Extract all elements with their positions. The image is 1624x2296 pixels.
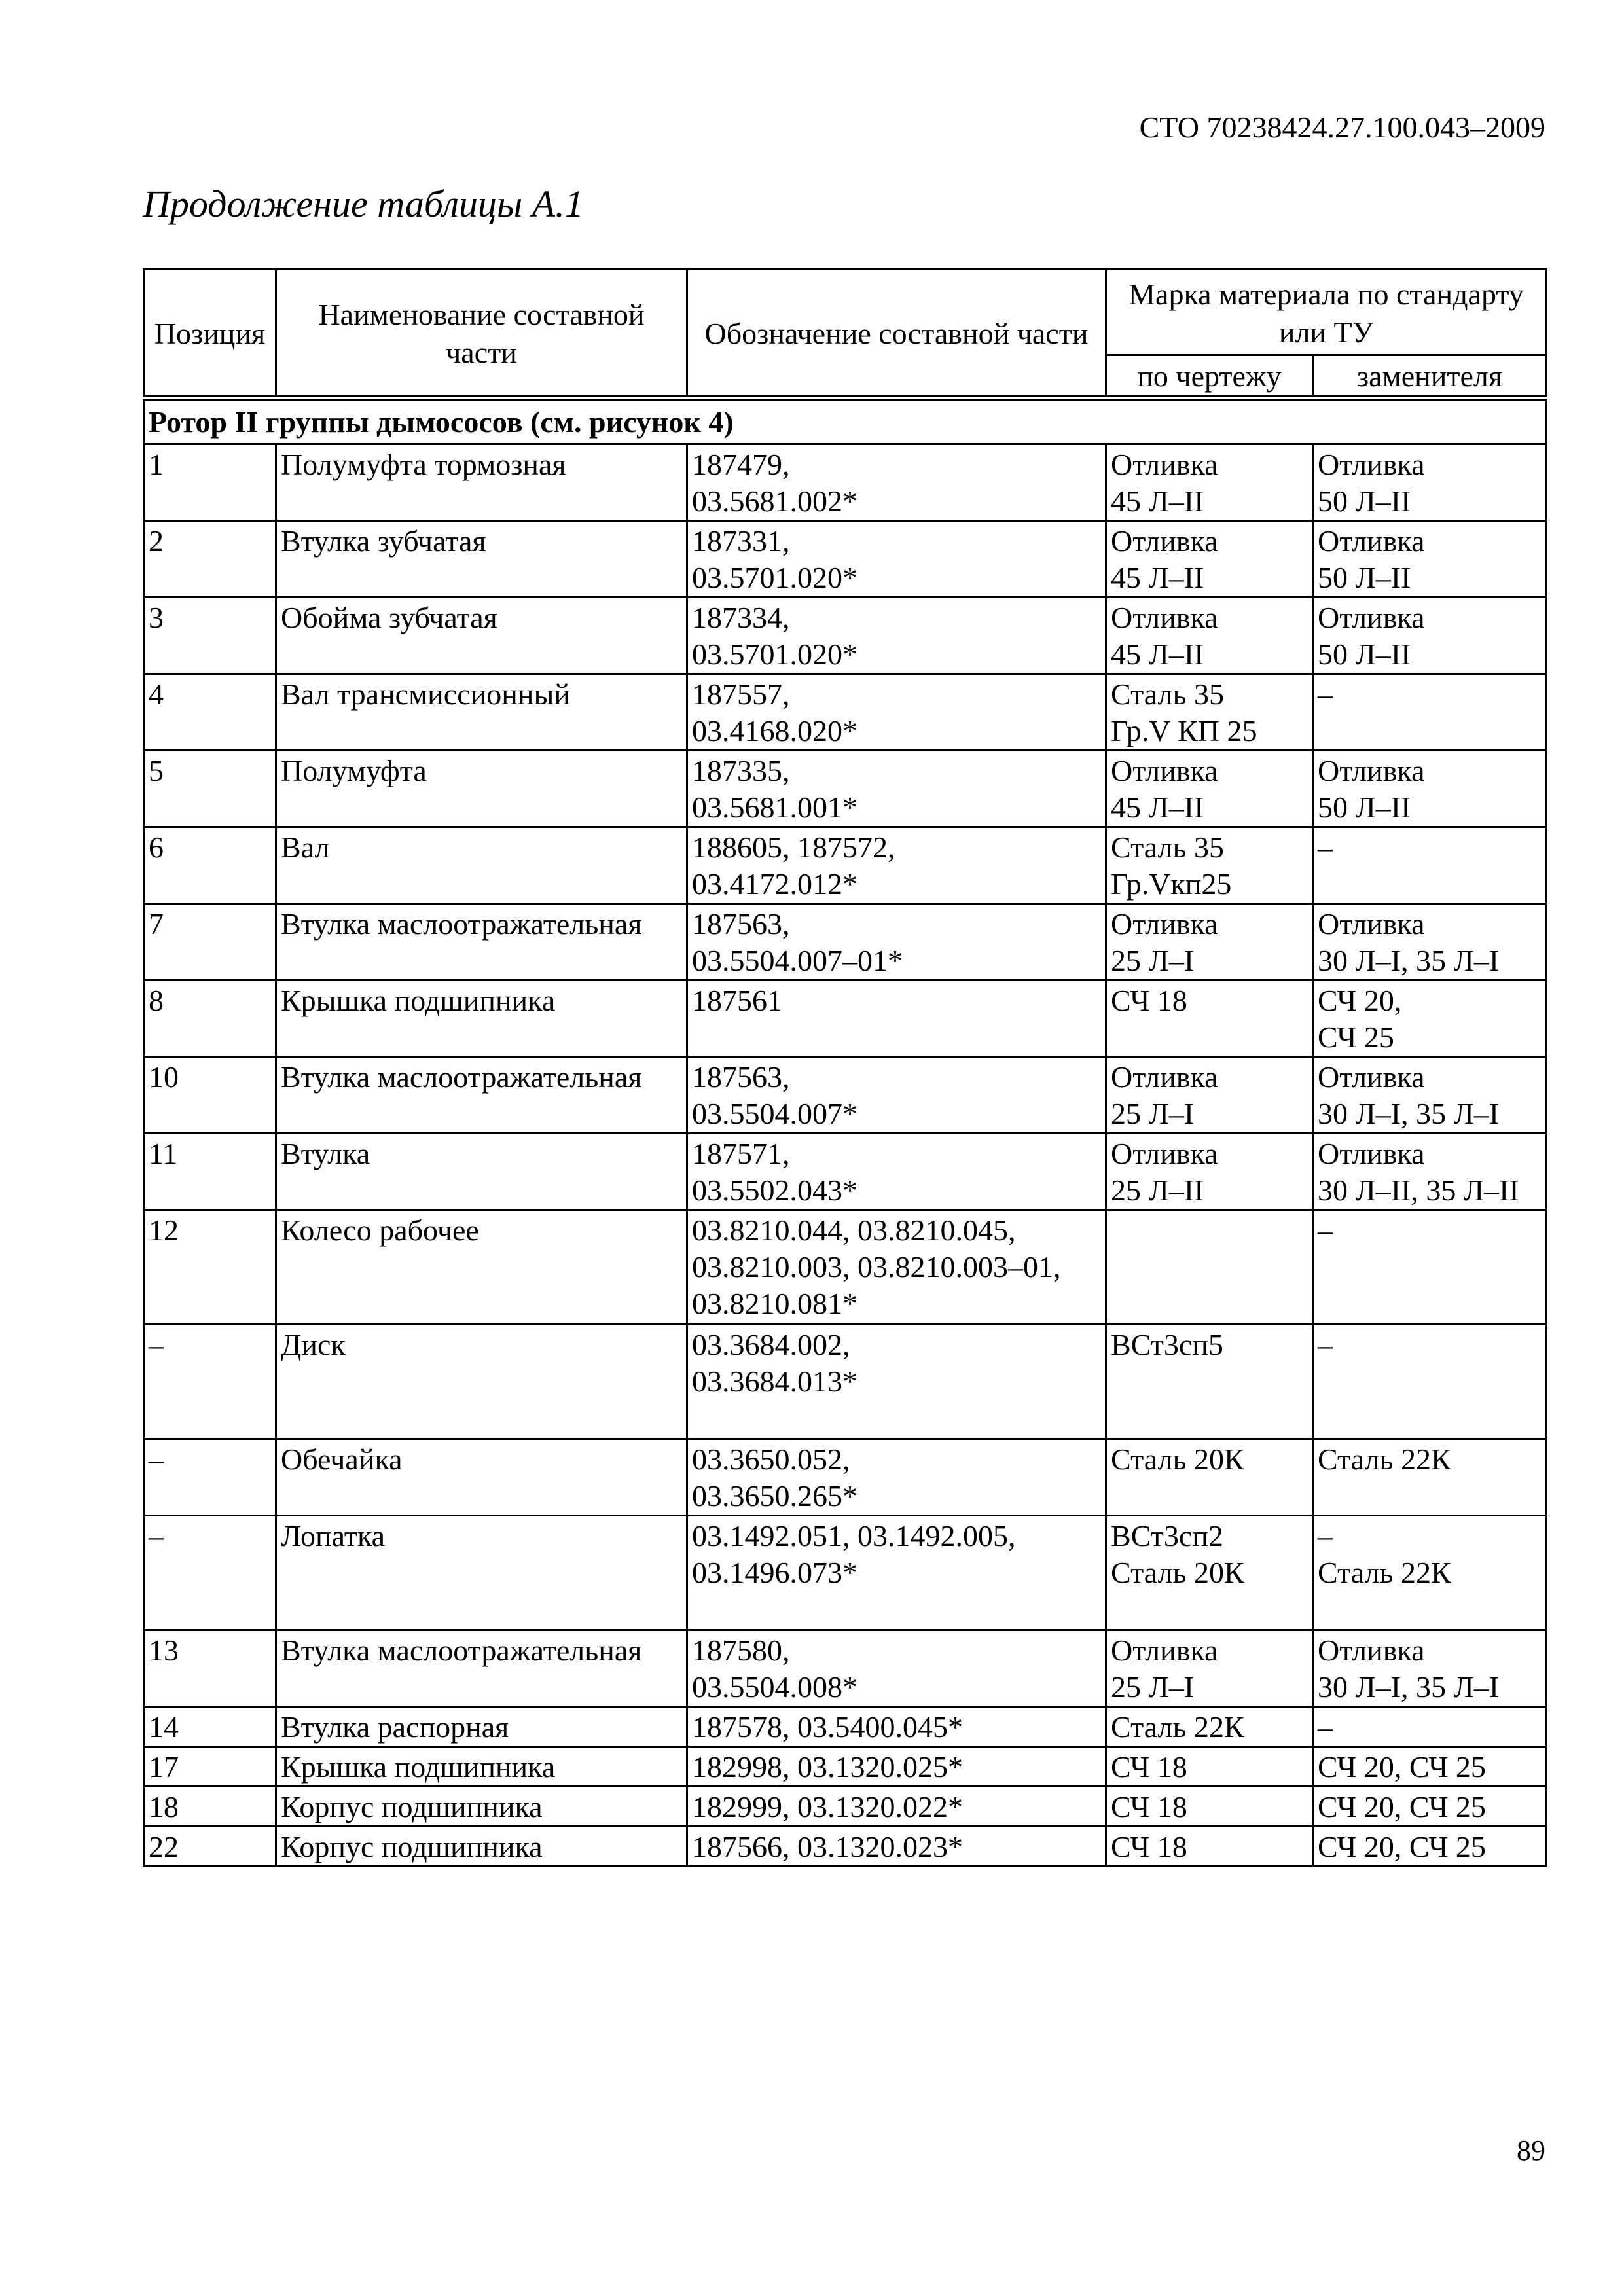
cell-material-substitute (1313, 1630, 1547, 1707)
table-row (144, 1516, 1547, 1630)
column-header-position: Позиция (144, 270, 276, 399)
cell-material-substitute-line: 50 Л–II (1318, 637, 1411, 671)
cell-material-by-drawing (1106, 1516, 1313, 1630)
cell-material-by-drawing (1106, 1747, 1313, 1787)
cell-position: – (144, 1516, 276, 1630)
cell-material-by-drawing-line: Сталь 35 (1111, 677, 1224, 711)
cell-position: 14 (144, 1707, 276, 1747)
cell-designation-line: 187335, (692, 754, 790, 787)
cell-material-by-drawing (1106, 751, 1313, 827)
cell-material-substitute-line: 50 Л–II (1318, 484, 1411, 518)
cell-name: Вал (276, 827, 687, 904)
cell-material-substitute (1313, 827, 1547, 904)
cell-material-substitute-line: 50 Л–II (1318, 561, 1411, 594)
cell-designation-line: 03.5701.020* (692, 637, 857, 671)
cell-material-by-drawing (1106, 1439, 1313, 1516)
cell-material-by-drawing-line: Отливка (1111, 1634, 1218, 1667)
cell-designation-line: 187566, 03.1320.023* (692, 1830, 963, 1863)
cell-name: Втулка маслоотражательная (276, 1630, 687, 1707)
cell-material-substitute-line: Отливка (1318, 1634, 1425, 1667)
cell-material-by-drawing-line: Отливка (1111, 601, 1218, 634)
column-header-substitute: заменителя (1313, 355, 1547, 399)
cell-material-by-drawing-line: 45 Л–II (1111, 484, 1204, 518)
cell-position: 3 (144, 598, 276, 674)
cell-designation-line: 187561 (692, 984, 782, 1017)
cell-material-substitute (1313, 674, 1547, 751)
cell-designation (687, 1787, 1106, 1827)
cell-position: 22 (144, 1827, 276, 1867)
cell-material-substitute-line: Отливка (1318, 601, 1425, 634)
cell-designation (687, 827, 1106, 904)
cell-designation-line: 03.1496.073* (692, 1556, 857, 1589)
cell-material-by-drawing-line: 25 Л–I (1111, 944, 1195, 977)
cell-designation (687, 1707, 1106, 1747)
cell-designation (687, 1325, 1106, 1439)
cell-designation (687, 1516, 1106, 1630)
cell-designation-line: 187334, (692, 601, 790, 634)
table-row (144, 444, 1547, 521)
table-row (144, 1057, 1547, 1134)
cell-material-by-drawing-line: Сталь 22К (1111, 1710, 1244, 1744)
cell-material-by-drawing-line: Отливка (1111, 1060, 1218, 1094)
cell-position: 4 (144, 674, 276, 751)
cell-material-substitute-line: – (1318, 831, 1333, 864)
cell-name: Втулка (276, 1134, 687, 1210)
cell-material-substitute-line: Отливка (1318, 524, 1425, 558)
cell-name: Обечайка (276, 1439, 687, 1516)
cell-position: 12 (144, 1210, 276, 1325)
cell-designation-line: 182998, 03.1320.025* (692, 1750, 963, 1784)
cell-material-substitute-line: 30 Л–II, 35 Л–II (1318, 1174, 1519, 1207)
cell-material-substitute-line: Отливка (1318, 1137, 1425, 1170)
cell-position: 17 (144, 1747, 276, 1787)
cell-position: 8 (144, 980, 276, 1057)
cell-material-by-drawing (1106, 980, 1313, 1057)
cell-designation (687, 674, 1106, 751)
cell-material-by-drawing-line: Отливка (1111, 1137, 1218, 1170)
cell-material-substitute-line: СЧ 20, СЧ 25 (1318, 1790, 1486, 1823)
cell-designation-line: 187331, (692, 524, 790, 558)
cell-material-substitute-line: – (1318, 1519, 1333, 1552)
cell-material-substitute (1313, 751, 1547, 827)
cell-position: 18 (144, 1787, 276, 1827)
cell-designation-line: 187580, (692, 1634, 790, 1667)
cell-material-by-drawing (1106, 1325, 1313, 1439)
cell-designation-line: 03.3650.265* (692, 1479, 857, 1513)
cell-name: Втулка распорная (276, 1707, 687, 1747)
cell-material-substitute (1313, 1787, 1547, 1827)
cell-material-substitute (1313, 598, 1547, 674)
cell-material-by-drawing-line: 45 Л–II (1111, 791, 1204, 824)
cell-material-by-drawing-line: Гр.V КП 25 (1111, 714, 1257, 747)
table-body (144, 399, 1547, 1867)
cell-name: Колесо рабочее (276, 1210, 687, 1325)
cell-designation-line: 03.5502.043* (692, 1174, 857, 1207)
parts-table (143, 268, 1547, 1867)
cell-material-by-drawing (1106, 598, 1313, 674)
cell-material-substitute (1313, 444, 1547, 521)
cell-material-by-drawing-line: 45 Л–II (1111, 561, 1204, 594)
cell-material-substitute (1313, 521, 1547, 598)
cell-material-substitute-line: СЧ 20, (1318, 984, 1402, 1017)
cell-designation (687, 751, 1106, 827)
cell-material-by-drawing-line: СЧ 18 (1111, 1750, 1187, 1784)
cell-material-by-drawing-line: Гр.Vкп25 (1111, 867, 1232, 901)
cell-name: Лопатка (276, 1516, 687, 1630)
cell-material-substitute-line: СЧ 20, СЧ 25 (1318, 1750, 1486, 1784)
cell-name: Крышка подшипника (276, 980, 687, 1057)
cell-material-by-drawing-line: Отливка (1111, 448, 1218, 481)
cell-material-by-drawing-line: ВСт3сп5 (1111, 1328, 1223, 1361)
cell-designation (687, 1134, 1106, 1210)
cell-name: Втулка маслоотражательная (276, 904, 687, 980)
cell-material-by-drawing (1106, 674, 1313, 751)
cell-designation-line: 03.5504.007* (692, 1097, 857, 1130)
cell-name: Вал трансмиссионный (276, 674, 687, 751)
cell-material-substitute-line: – (1318, 1213, 1333, 1247)
cell-material-by-drawing-line: Сталь 35 (1111, 831, 1224, 864)
document-code: СТО 70238424.27.100.043–2009 (1139, 111, 1545, 144)
cell-material-substitute (1313, 1325, 1547, 1439)
cell-material-by-drawing (1106, 904, 1313, 980)
cell-name: Диск (276, 1325, 687, 1439)
cell-material-substitute-line: 50 Л–II (1318, 791, 1411, 824)
cell-position: 13 (144, 1630, 276, 1707)
cell-material-substitute-line: 30 Л–I, 35 Л–I (1318, 1097, 1500, 1130)
cell-material-substitute-line: СЧ 20, СЧ 25 (1318, 1830, 1486, 1863)
cell-designation-line: 03.5504.007–01* (692, 944, 903, 977)
cell-material-substitute (1313, 1516, 1547, 1630)
cell-material-by-drawing-line: Сталь 20К (1111, 1443, 1244, 1476)
cell-material-substitute-line: СЧ 25 (1318, 1020, 1394, 1054)
cell-material-substitute (1313, 1134, 1547, 1210)
table-row (144, 904, 1547, 980)
table-row (144, 1630, 1547, 1707)
cell-material-by-drawing-line: СЧ 18 (1111, 1790, 1187, 1823)
cell-material-by-drawing-line: Отливка (1111, 907, 1218, 941)
cell-material-substitute (1313, 1747, 1547, 1787)
cell-name: Корпус подшипника (276, 1787, 687, 1827)
cell-material-by-drawing (1106, 521, 1313, 598)
cell-material-by-drawing-line: 25 Л–II (1111, 1174, 1204, 1207)
cell-material-substitute-line: – (1318, 1328, 1333, 1361)
cell-name: Втулка зубчатая (276, 521, 687, 598)
cell-designation-line: 03.4172.012* (692, 867, 857, 901)
cell-material-by-drawing (1106, 1787, 1313, 1827)
cell-material-substitute-line: Сталь 22К (1318, 1556, 1451, 1589)
cell-material-by-drawing-line: СЧ 18 (1111, 1830, 1187, 1863)
cell-material-substitute (1313, 1827, 1547, 1867)
section-title: Ротор II группы дымососов (см. рисунок 4) (144, 399, 1547, 444)
cell-material-by-drawing (1106, 1057, 1313, 1134)
cell-material-substitute (1313, 1439, 1547, 1516)
cell-material-substitute-line: Сталь 22К (1318, 1443, 1451, 1476)
cell-material-by-drawing (1106, 1134, 1313, 1210)
table-row (144, 1747, 1547, 1787)
cell-position: – (144, 1325, 276, 1439)
table-row (144, 1439, 1547, 1516)
table-row (144, 1707, 1547, 1747)
cell-designation-line: 187479, (692, 448, 790, 481)
cell-position: 11 (144, 1134, 276, 1210)
table-row (144, 674, 1547, 751)
table-row (144, 827, 1547, 904)
cell-designation-line: 187563, (692, 907, 790, 941)
cell-material-substitute (1313, 1210, 1547, 1325)
cell-designation-line: 03.1492.051, 03.1492.005, (692, 1519, 1016, 1552)
cell-name: Корпус подшипника (276, 1827, 687, 1867)
column-header-name: Наименование составной части (276, 270, 687, 399)
cell-material-by-drawing-line: 45 Л–II (1111, 637, 1204, 671)
cell-designation-line: 187563, (692, 1060, 790, 1094)
cell-position: 7 (144, 904, 276, 980)
table-row (144, 1827, 1547, 1867)
column-header-by-drawing: по чертежу (1106, 355, 1313, 399)
cell-material-substitute-line: 30 Л–I, 35 Л–I (1318, 1670, 1500, 1704)
cell-designation-line: 03.3650.052, (692, 1443, 850, 1476)
cell-designation (687, 1630, 1106, 1707)
cell-name: Полумуфта тормозная (276, 444, 687, 521)
cell-designation (687, 1827, 1106, 1867)
cell-position: 2 (144, 521, 276, 598)
cell-designation-line: 03.5681.001* (692, 791, 857, 824)
cell-material-by-drawing (1106, 1827, 1313, 1867)
cell-designation-line: 03.5701.020* (692, 561, 857, 594)
cell-material-substitute-line: 30 Л–I, 35 Л–I (1318, 944, 1500, 977)
cell-designation-line: 03.3684.013* (692, 1365, 857, 1398)
cell-material-by-drawing (1106, 1630, 1313, 1707)
cell-material-by-drawing (1106, 444, 1313, 521)
table-caption: Продолжение таблицы А.1 (143, 183, 584, 225)
cell-designation (687, 980, 1106, 1057)
column-header-designation: Обозначение составной части (687, 270, 1106, 399)
cell-designation (687, 1210, 1106, 1325)
cell-material-substitute-line: Отливка (1318, 448, 1425, 481)
cell-designation-line: 187557, (692, 677, 790, 711)
cell-designation (687, 904, 1106, 980)
cell-material-by-drawing-line: Отливка (1111, 524, 1218, 558)
cell-material-by-drawing-line: Отливка (1111, 754, 1218, 787)
cell-material-by-drawing (1106, 1707, 1313, 1747)
cell-position: 1 (144, 444, 276, 521)
cell-material-substitute (1313, 1707, 1547, 1747)
cell-designation (687, 1439, 1106, 1516)
cell-position: 5 (144, 751, 276, 827)
cell-material-substitute-line: – (1318, 1710, 1333, 1744)
cell-designation-line: 187571, (692, 1137, 790, 1170)
cell-name: Полумуфта (276, 751, 687, 827)
cell-position: – (144, 1439, 276, 1516)
cell-designation-line: 03.8210.044, 03.8210.045, (692, 1213, 1016, 1247)
cell-material-by-drawing-line: 25 Л–I (1111, 1670, 1195, 1704)
cell-designation (687, 598, 1106, 674)
cell-designation-line: 03.3684.002, (692, 1328, 850, 1361)
page-number: 89 (1517, 2134, 1545, 2166)
table-header (144, 270, 1547, 399)
cell-designation-line: 182999, 03.1320.022* (692, 1790, 963, 1823)
table-row (144, 1134, 1547, 1210)
cell-designation (687, 1747, 1106, 1787)
table-row (144, 1325, 1547, 1439)
cell-material-substitute-line: Отливка (1318, 1060, 1425, 1094)
cell-material-by-drawing-line: ВСт3сп2 (1111, 1519, 1223, 1552)
column-header-material-group: Марка материала по стандарту или ТУ (1106, 270, 1547, 355)
cell-material-by-drawing (1106, 1210, 1313, 1325)
cell-designation-line: 188605, 187572, (692, 831, 895, 864)
cell-designation-line: 03.4168.020* (692, 714, 857, 747)
cell-designation (687, 1057, 1106, 1134)
table-row (144, 521, 1547, 598)
cell-designation-line: 03.5504.008* (692, 1670, 857, 1704)
cell-position: 6 (144, 827, 276, 904)
cell-designation (687, 444, 1106, 521)
cell-material-by-drawing-line: СЧ 18 (1111, 984, 1187, 1017)
cell-designation-line: 03.8210.003, 03.8210.003–01, (692, 1250, 1061, 1283)
cell-material-substitute (1313, 904, 1547, 980)
cell-position: 10 (144, 1057, 276, 1134)
cell-designation-line: 03.5681.002* (692, 484, 857, 518)
table-row (144, 1210, 1547, 1325)
cell-material-substitute-line: Отливка (1318, 754, 1425, 787)
cell-material-substitute-line: Отливка (1318, 907, 1425, 941)
table-row (144, 751, 1547, 827)
table-row (144, 980, 1547, 1057)
cell-material-by-drawing-line: 25 Л–I (1111, 1097, 1195, 1130)
table-row (144, 598, 1547, 674)
cell-material-substitute (1313, 980, 1547, 1057)
cell-name: Крышка подшипника (276, 1747, 687, 1787)
cell-material-substitute-line: – (1318, 677, 1333, 711)
cell-designation-line: 187578, 03.5400.045* (692, 1710, 963, 1744)
cell-designation-line: 03.8210.081* (692, 1287, 857, 1320)
cell-material-substitute (1313, 1057, 1547, 1134)
cell-designation (687, 521, 1106, 598)
table-row (144, 1787, 1547, 1827)
cell-material-by-drawing (1106, 827, 1313, 904)
cell-material-by-drawing-line: Сталь 20К (1111, 1556, 1244, 1589)
cell-name: Втулка маслоотражательная (276, 1057, 687, 1134)
cell-name: Обойма зубчатая (276, 598, 687, 674)
